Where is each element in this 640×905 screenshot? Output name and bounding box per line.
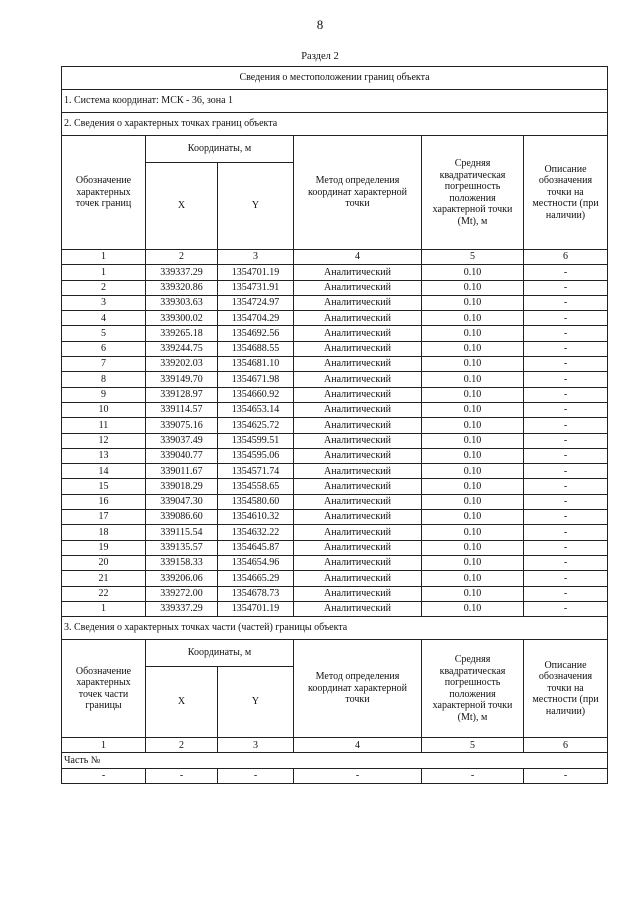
method-cell: Аналитический [294, 601, 422, 616]
description-cell: - [524, 402, 608, 417]
part-label: Часть № [62, 753, 608, 768]
table-row [62, 295, 608, 310]
method-cell: Аналитический [294, 555, 422, 570]
coord-y: 1354660.92 [218, 387, 294, 402]
accuracy-cell: 0.10 [422, 571, 524, 586]
method-cell: Аналитический [294, 387, 422, 402]
coord-y: 1354678.73 [218, 586, 294, 601]
coord-x: 339086.60 [146, 510, 218, 525]
point-number: 20 [62, 555, 146, 570]
accuracy-cell: 0.10 [422, 402, 524, 417]
coord-x: 339040.77 [146, 448, 218, 463]
coord-y: 1354571.74 [218, 464, 294, 479]
part-cell: - [422, 768, 524, 783]
point-number: 21 [62, 571, 146, 586]
section-label: Раздел 2 [301, 51, 339, 62]
coord-y: 1354681.10 [218, 357, 294, 372]
coord-y: 1354692.56 [218, 326, 294, 341]
point-number: 19 [62, 540, 146, 555]
coord-y: 1354724.97 [218, 295, 294, 310]
method-cell: Аналитический [294, 571, 422, 586]
point-number: 6 [62, 341, 146, 356]
column-number-row [62, 250, 608, 265]
method-cell: Аналитический [294, 295, 422, 310]
header-part-point-designation: Обозначение характерных точек части границы [62, 640, 146, 738]
section2-title: 2. Сведения о характерных точках границ объекта [62, 113, 608, 136]
method-cell: Аналитический [294, 311, 422, 326]
header-accuracy: Средняя квадратическая погрешность положения характерной точки (Mt), м [422, 640, 524, 738]
point-number: 1 [62, 265, 146, 280]
coord-y: 1354654.96 [218, 555, 294, 570]
header-description: Описание обозначения точки на местности (при наличии) [524, 640, 608, 738]
header-description: Описание обозначения точки на местности (при наличии) [524, 136, 608, 250]
coord-x: 339265.18 [146, 326, 218, 341]
description-cell: - [524, 540, 608, 555]
accuracy-cell: 0.10 [422, 464, 524, 479]
accuracy-cell: 0.10 [422, 586, 524, 601]
coord-y: 1354599.51 [218, 433, 294, 448]
coord-x: 339320.86 [146, 280, 218, 295]
description-cell: - [524, 555, 608, 570]
table-row [62, 479, 608, 494]
coord-x: 339047.30 [146, 494, 218, 509]
accuracy-cell: 0.10 [422, 372, 524, 387]
header-x: X [146, 163, 218, 250]
description-cell: - [524, 341, 608, 356]
point-number: 9 [62, 387, 146, 402]
coord-y: 1354645.87 [218, 540, 294, 555]
part-row [62, 768, 608, 783]
coord-y: 1354665.29 [218, 571, 294, 586]
coord-x: 339149.70 [146, 372, 218, 387]
point-number: 13 [62, 448, 146, 463]
part-cell: - [294, 768, 422, 783]
column-number: 6 [524, 738, 608, 753]
coord-x: 339011.67 [146, 464, 218, 479]
table-row [62, 510, 608, 525]
coord-x: 339115.54 [146, 525, 218, 540]
coord-x: 339337.29 [146, 265, 218, 280]
coord-x: 339272.00 [146, 586, 218, 601]
table-title: Сведения о местоположении границ объекта [62, 67, 608, 90]
method-cell: Аналитический [294, 464, 422, 479]
accuracy-cell: 0.10 [422, 280, 524, 295]
accuracy-cell: 0.10 [422, 555, 524, 570]
header-x: X [146, 667, 218, 738]
method-cell: Аналитический [294, 586, 422, 601]
table-row [62, 586, 608, 601]
description-cell: - [524, 448, 608, 463]
method-cell: Аналитический [294, 357, 422, 372]
description-cell: - [524, 494, 608, 509]
method-cell: Аналитический [294, 280, 422, 295]
coord-x: 339303.63 [146, 295, 218, 310]
accuracy-cell: 0.10 [422, 494, 524, 509]
description-cell: - [524, 280, 608, 295]
table-row [62, 341, 608, 356]
coord-x: 339135.57 [146, 540, 218, 555]
point-number: 22 [62, 586, 146, 601]
coord-y: 1354625.72 [218, 418, 294, 433]
part-cell: - [218, 768, 294, 783]
accuracy-cell: 0.10 [422, 601, 524, 616]
point-number: 3 [62, 295, 146, 310]
table-row [62, 357, 608, 372]
accuracy-cell: 0.10 [422, 387, 524, 402]
method-cell: Аналитический [294, 402, 422, 417]
method-cell: Аналитический [294, 448, 422, 463]
coord-x: 339300.02 [146, 311, 218, 326]
column-number: 4 [294, 738, 422, 753]
page-number: 8 [316, 17, 324, 32]
description-cell: - [524, 571, 608, 586]
accuracy-cell: 0.10 [422, 295, 524, 310]
description-cell: - [524, 387, 608, 402]
method-cell: Аналитический [294, 540, 422, 555]
coord-x: 339037.49 [146, 433, 218, 448]
method-cell: Аналитический [294, 479, 422, 494]
column-number-row [62, 738, 608, 753]
header-method: Метод определения координат характерной точки [294, 136, 422, 250]
section3-title: 3. Сведения о характерных точках части (частей) границы объекта [62, 617, 608, 640]
column-number: 6 [524, 250, 608, 265]
point-number: 7 [62, 357, 146, 372]
point-number: 10 [62, 402, 146, 417]
point-number: 11 [62, 418, 146, 433]
coord-x: 339337.29 [146, 601, 218, 616]
column-number: 1 [62, 250, 146, 265]
column-number: 5 [422, 738, 524, 753]
method-cell: Аналитический [294, 341, 422, 356]
coord-x: 339244.75 [146, 341, 218, 356]
part-cell: - [524, 768, 608, 783]
part-cell: - [62, 768, 146, 783]
table-row [62, 402, 608, 417]
method-cell: Аналитический [294, 433, 422, 448]
coord-y: 1354595.06 [218, 448, 294, 463]
table-row [62, 525, 608, 540]
coord-x: 339114.57 [146, 402, 218, 417]
method-cell: Аналитический [294, 265, 422, 280]
table-row [62, 280, 608, 295]
coord-y: 1354731.91 [218, 280, 294, 295]
description-cell: - [524, 479, 608, 494]
column-number: 4 [294, 250, 422, 265]
accuracy-cell: 0.10 [422, 265, 524, 280]
table-row [62, 494, 608, 509]
table-row [62, 433, 608, 448]
coord-y: 1354701.19 [218, 265, 294, 280]
method-cell: Аналитический [294, 326, 422, 341]
header-coordinates: Координаты, м [146, 136, 294, 163]
table-row [62, 571, 608, 586]
point-number: 4 [62, 311, 146, 326]
coord-x: 339202.03 [146, 357, 218, 372]
header-y: Y [218, 667, 294, 738]
table-row [62, 326, 608, 341]
point-number: 5 [62, 326, 146, 341]
description-cell: - [524, 295, 608, 310]
coord-y: 1354653.14 [218, 402, 294, 417]
accuracy-cell: 0.10 [422, 510, 524, 525]
coord-y: 1354701.19 [218, 601, 294, 616]
table-row [62, 265, 608, 280]
accuracy-cell: 0.10 [422, 418, 524, 433]
description-cell: - [524, 586, 608, 601]
accuracy-cell: 0.10 [422, 357, 524, 372]
coord-y: 1354688.55 [218, 341, 294, 356]
accuracy-cell: 0.10 [422, 311, 524, 326]
coord-x: 339018.29 [146, 479, 218, 494]
coord-x: 339158.33 [146, 555, 218, 570]
table-row [62, 540, 608, 555]
column-number: 1 [62, 738, 146, 753]
coord-y: 1354580.60 [218, 494, 294, 509]
accuracy-cell: 0.10 [422, 540, 524, 555]
column-number: 3 [218, 250, 294, 265]
description-cell: - [524, 265, 608, 280]
point-number: 14 [62, 464, 146, 479]
coord-x: 339075.16 [146, 418, 218, 433]
coord-system: 1. Система координат: МСК - 36, зона 1 [62, 90, 608, 113]
column-number: 2 [146, 250, 218, 265]
description-cell: - [524, 418, 608, 433]
part-cell: - [146, 768, 218, 783]
accuracy-cell: 0.10 [422, 479, 524, 494]
description-cell: - [524, 372, 608, 387]
coord-y: 1354632.22 [218, 525, 294, 540]
table-row [62, 601, 608, 616]
point-number: 8 [62, 372, 146, 387]
description-cell: - [524, 433, 608, 448]
coord-x: 339206.06 [146, 571, 218, 586]
method-cell: Аналитический [294, 510, 422, 525]
description-cell: - [524, 525, 608, 540]
header-point-designation: Обозначение характерных точек границ [62, 136, 146, 250]
point-number: 12 [62, 433, 146, 448]
method-cell: Аналитический [294, 494, 422, 509]
point-number: 2 [62, 280, 146, 295]
description-cell: - [524, 464, 608, 479]
coord-y: 1354671.98 [218, 372, 294, 387]
method-cell: Аналитический [294, 525, 422, 540]
header-y: Y [218, 163, 294, 250]
coord-y: 1354704.29 [218, 311, 294, 326]
point-number: 16 [62, 494, 146, 509]
method-cell: Аналитический [294, 372, 422, 387]
column-number: 5 [422, 250, 524, 265]
point-number: 17 [62, 510, 146, 525]
table-row [62, 464, 608, 479]
coord-y: 1354610.32 [218, 510, 294, 525]
header-coordinates: Координаты, м [146, 640, 294, 667]
description-cell: - [524, 357, 608, 372]
point-number: 15 [62, 479, 146, 494]
boundary-table [61, 66, 608, 784]
description-cell: - [524, 510, 608, 525]
accuracy-cell: 0.10 [422, 341, 524, 356]
method-cell: Аналитический [294, 418, 422, 433]
description-cell: - [524, 326, 608, 341]
header-method: Метод определения координат характерной точки [294, 640, 422, 738]
header-accuracy: Средняя квадратическая погрешность положения характерной точки (Mt), м [422, 136, 524, 250]
column-number: 3 [218, 738, 294, 753]
table-row [62, 418, 608, 433]
accuracy-cell: 0.10 [422, 525, 524, 540]
table-row [62, 387, 608, 402]
description-cell: - [524, 601, 608, 616]
point-number: 18 [62, 525, 146, 540]
table-row [62, 372, 608, 387]
coord-y: 1354558.65 [218, 479, 294, 494]
column-number: 2 [146, 738, 218, 753]
coord-x: 339128.97 [146, 387, 218, 402]
table-row [62, 555, 608, 570]
point-number: 1 [62, 601, 146, 616]
accuracy-cell: 0.10 [422, 326, 524, 341]
table-row [62, 448, 608, 463]
accuracy-cell: 0.10 [422, 433, 524, 448]
description-cell: - [524, 311, 608, 326]
accuracy-cell: 0.10 [422, 448, 524, 463]
table-row [62, 311, 608, 326]
